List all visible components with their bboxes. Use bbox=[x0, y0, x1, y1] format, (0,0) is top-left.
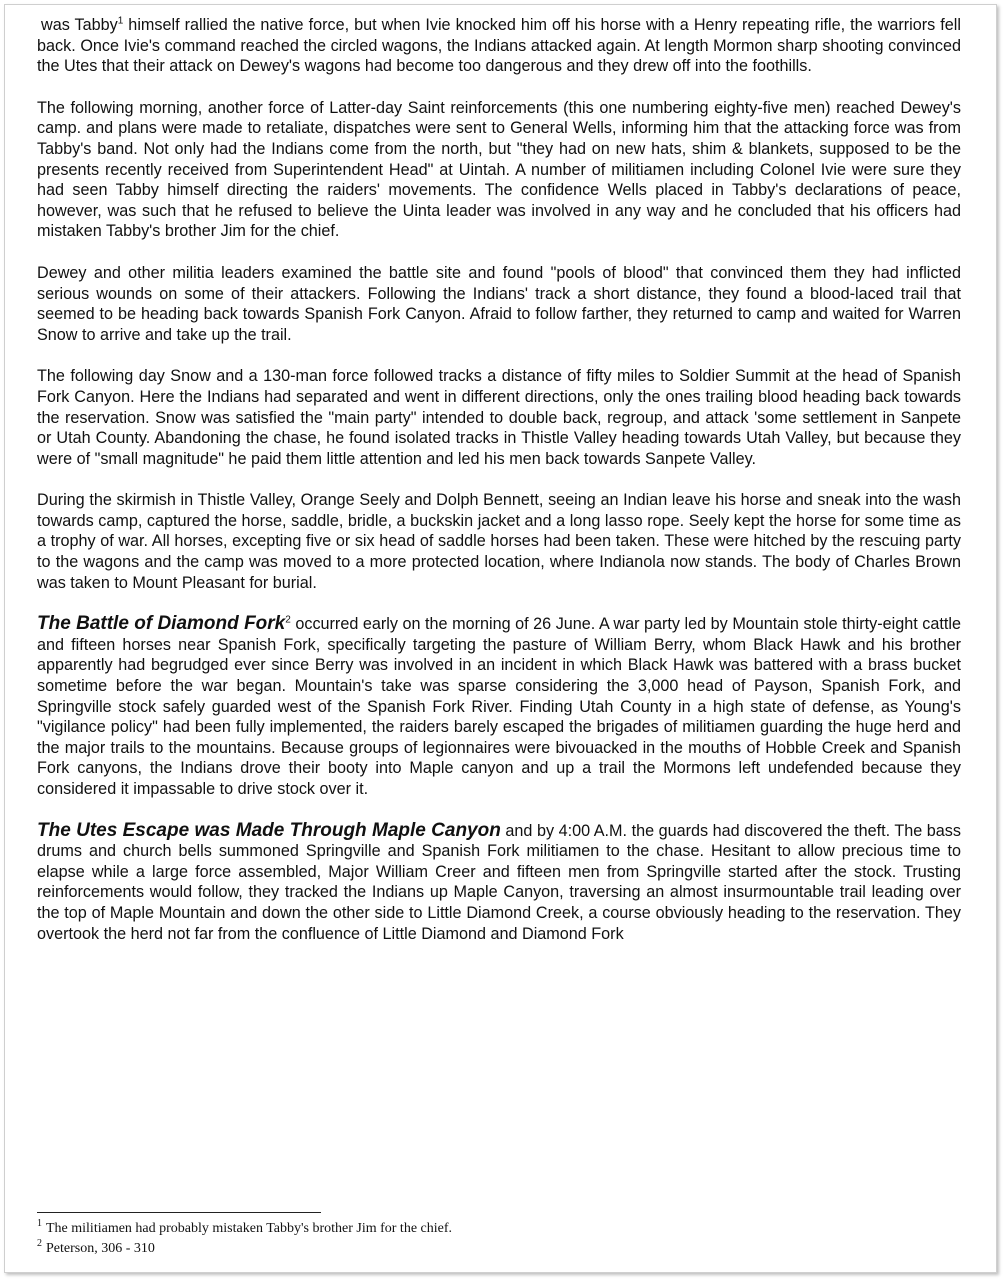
paragraph-1-text-b: himself rallied the native force, but when Ivie knocked him off his horse with a Henry repeating rifle, the warriors fell back. Once Ivie's command reached the circled wagons, the Indians attacked again. At length Mormon sharp shooting convinced the Utes that their attack on Dewey's wagons had become too dangerous and they drew off into the foothills. bbox=[37, 16, 961, 76]
paragraph-7-text: and by 4:00 A.M. the guards had discovered the theft. The bass drums and church bells summoned Springville and Spanish Fork militiamen to the chase. Hesitant to allow precious time to elapse while a large force assembled, Major William Creer and fifteen men from Springville started after the stock. Trusting reinforcements would follow, they tracked the Indians up Maple Canyon, traversing an almost insurmountable trail leading over the top of Maple Mountain and down the other side to Little Diamond Creek, a course obviously heading to the reservation. They overtook the herd not far from the confluence of Little Diamond and Diamond Fork bbox=[37, 821, 961, 943]
section-heading-diamond-fork: The Battle of Diamond Fork bbox=[37, 613, 286, 635]
footnotes bbox=[37, 1219, 937, 1259]
paragraph-6-text: occurred early on the morning of 26 June. A war party led by Mountain stole thirty-eight cattle and fifteen horses near Spanish Fork, specifically targeting the pasture of William Berry, whom Black Hawk and his brother apparently had begrudged ever since Berry was involved in an incident in which Black Hawk was battered with a brass bucket sometime before the war began. Mountain's take was sparse considering the 3,000 head of Payson, Spanish Fork, and Springville stock safely guarded west of the Spanish Fork River. Finding Utah County in a high state of defense, as Young's "vigilance policy" had been fully implemented, the raiders barely escaped the brigades of militiamen guarding the huge herd and the major trails to the mountains. Because groups of legionnaires were bivouacked in the mouths of Hobble Creek and Spanish Fork canyons, the Indians drove their booty into Maple canyon and up a trail the Mormons left undefended because they considered it impassable to drive stock over it. bbox=[37, 615, 961, 798]
paragraph-1 bbox=[37, 15, 961, 77]
paragraph-3: Dewey and other militia leaders examined the battle site and found "pools of blood" that convinced them they had inflicted serious wounds on some of their attackers. Following the Indians' track a short distance, they found a blood-laced trail that seemed to be heading back towards Spanish Fork Canyon. Afraid to follow farther, they returned to camp and waited for Warren Snow to arrive and take up the trail. bbox=[37, 263, 961, 344]
footnote-separator bbox=[37, 1212, 321, 1213]
paragraph-5: During the skirmish in Thistle Valley, Orange Seely and Dolph Bennett, seeing an Indian leave his horse and sneak into the wash towards camp, captured the horse, saddle, bridle, a buckskin jacket and a long lasso rope. Seely kept the horse for some time as a trophy of war. All horses, excepting five or six head of saddle horses had been taken. These were hitched by the rescuing party to the wagons and the camp was moved to a more protected location, where Indianola now stands. The body of Charles Brown was taken to Mount Pleasant for burial. bbox=[37, 491, 961, 592]
paragraph-1-text-a: was Tabby bbox=[41, 16, 118, 34]
section-heading-maple-canyon: The Utes Escape was Made Through Maple Canyon bbox=[37, 819, 501, 841]
paragraph-4: The following day Snow and a 130-man force followed tracks a distance of fifty miles to Soldier Summit at the head of Spanish Fork Canyon. Here the Indians had separated and went in different directions, only the ones trailing blood heading back towards the reservation. Snow was satisfied the "main party" intended to double back, regroup, and attack 'some settlement in Sanpete or Utah County. Abandoning the chase, he found isolated tracks in Thistle Valley heading towards Utah Valley, but because they were of "small magnitude" he paid them little attention and led his men back towards Sanpete Valley. bbox=[37, 367, 961, 468]
document-page bbox=[4, 4, 997, 1273]
footnote-1 bbox=[37, 1219, 937, 1239]
paragraph-7 bbox=[37, 821, 961, 945]
footnote-2 bbox=[37, 1239, 937, 1259]
footnote-ref-1: 1 bbox=[117, 15, 124, 27]
paragraph-6 bbox=[37, 614, 961, 799]
footnote-ref-2: 2 bbox=[285, 614, 291, 626]
paragraph-2: The following morning, another force of Latter-day Saint reinforcements (this one numbering eighty-five men) reached Dewey's camp. and plans were made to retaliate, dispatches were sent to General Wells, informing him that the attacking force was from Tabby's band. Not only had the Indians come from the north, but "they had on new hats, shim & blankets, supposed to be the presents recently received from Superintendent Head" at Uintah. A number of militiamen including Colonel Ivie were sure they had seen Tabby himself directing the raiders' movements. The confidence Wells placed in Tabby's declarations of peace, however, was such that he refused to believe the Uinta leader was involved in any way and he concluded that his officers had mistaken Tabby's brother Jim for the chief. bbox=[37, 98, 961, 241]
footnote-2-number: 2 bbox=[37, 1238, 42, 1250]
footnote-1-number: 1 bbox=[37, 1218, 42, 1230]
body-text bbox=[37, 15, 961, 965]
footnote-1-text: The militiamen had probably mistaken Tabby's brother Jim for the chief. bbox=[46, 1221, 453, 1236]
footnote-2-text: Peterson, 306 - 310 bbox=[46, 1241, 155, 1256]
